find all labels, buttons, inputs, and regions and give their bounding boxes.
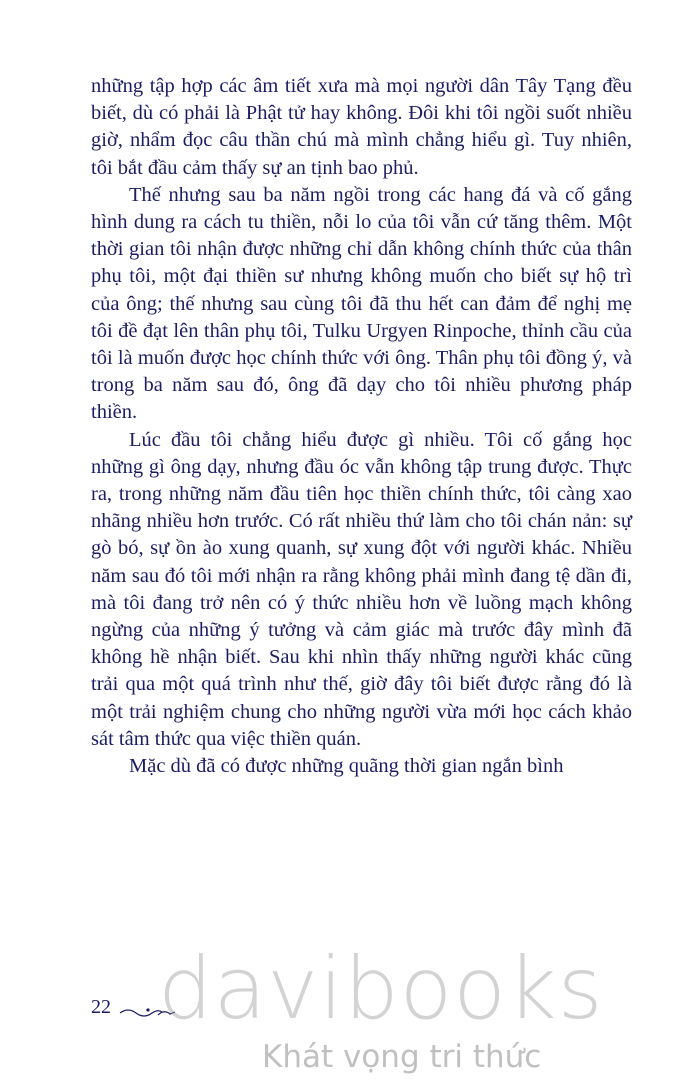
text-line: sát tâm thức qua việc thiền quán. (91, 727, 362, 750)
text-line: khi tôi ngồi suốt nhiều giờ, nhẩm đọc câu thần chú mà (91, 102, 633, 152)
text-line: Có rất nhiều thứ làm cho tôi chán nản: sự gò bó, sự ồn (91, 510, 632, 560)
text-line: dẫn không chính thức của thân phụ tôi, một đại thiền (91, 238, 633, 288)
text-line: thiền chính thức, tôi càng xao nhãng nhiều hơn trước. (91, 483, 632, 533)
text-line: Mặc dù đã có được những quãng thời gian ngắn bình (129, 755, 564, 778)
text-line: khi nhìn thấy những người khác cũng trải qua một quá (91, 646, 632, 696)
text-line: luồng mạch không ngừng của những ý tưởng và cảm (91, 591, 633, 642)
text-line: trình như thế, giờ đây tôi biết được rằng đó là một trải (91, 673, 633, 723)
text-line: giác mà trước đây mình đã không hề nhận biết. Sau (91, 619, 633, 669)
text-line: học những gì ông dạy, nhưng đầu óc vẫn không tập (91, 428, 632, 478)
text-line: những tập hợp các âm tiết xưa mà mọi người dân Tây (91, 75, 548, 97)
text-line: sư nhưng không muốn cho biết sự hộ trì của ông; thế (91, 265, 633, 315)
text-line: Lúc đầu tôi chẳng hiểu được gì nhiều. Tôi cố gắng (129, 428, 593, 451)
text-line: Tạng đều biết, dù có phải là Phật tử hay không. Đôi (91, 75, 632, 125)
text-line: Thế nhưng sau ba năm ngồi trong các hang đá và (129, 183, 558, 206)
text-line: cố gắng hình dung ra cách tu thiền, nỗi lo của tôi vẫn (91, 183, 633, 234)
text-line: phụ tôi đồng ý, và trong ba năm sau đó, ông đã dạy cho (91, 347, 632, 397)
watermark-brand: davibooks (158, 939, 604, 1039)
text-line: đề đạt lên thân phụ tôi, Tulku Urgyen Rinpoche, thỉnh (118, 319, 565, 342)
text-line: ào xung quanh, sự xung đột với người khác. Nhiều năm (91, 537, 633, 587)
text-line: cứ tăng thêm. Một thời gian tôi nhận được những chỉ (91, 211, 633, 261)
text-line: sau đó tôi mới nhận ra rằng không phải mình đang (131, 564, 550, 587)
text-line: tôi nhiều phương pháp thiền. (91, 374, 633, 424)
text-line: mình chẳng hiểu gì. Tuy nhiên, tôi bắt đầu cảm thấy sự (91, 129, 632, 179)
text-line: cầu của tôi là muốn được học chính thức với ông. Thân (91, 319, 632, 370)
body-text (91, 73, 632, 780)
page-number: 22 (91, 996, 111, 1018)
text-line: an tịnh bao phủ. (286, 156, 419, 179)
paragraph (91, 427, 632, 753)
text-line: nghiệm chung cho những người vừa mới học cách khảo (163, 700, 632, 723)
paragraph (91, 753, 632, 780)
watermark-tagline: Khát vọng tri thức (262, 1039, 542, 1075)
paragraph (91, 182, 632, 427)
text-line: nhưng sau cùng tôi đã thu hết can đảm để nghị mẹ tôi (91, 292, 632, 342)
text-line: trung được. Thực ra, trong những năm đầu tiên học (91, 455, 633, 506)
text-line: tệ dần đi, mà tôi đang trở nên có ý thức nhiều hơn về (91, 564, 633, 614)
paragraph (91, 73, 632, 182)
